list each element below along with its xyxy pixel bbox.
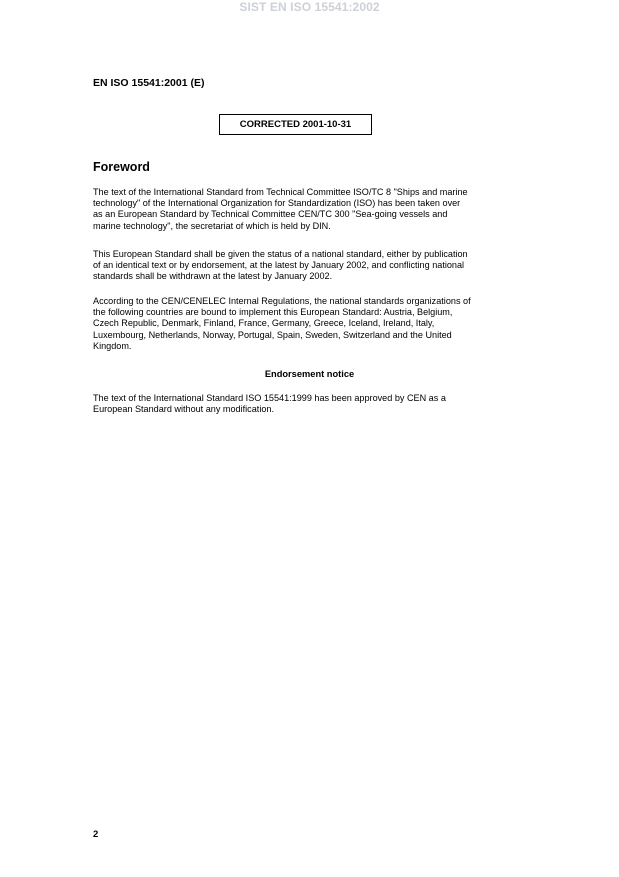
text-line: the following countries are bound to implement this European Standard: Austria, Belgium, [93, 307, 453, 318]
text-line: technology" of the International Organization for Standardization (ISO) has been taken over [93, 198, 461, 209]
foreword-paragraph-2 [93, 249, 533, 283]
corrected-stamp: CORRECTED 2001-10-31 [219, 114, 372, 135]
page-number: 2 [93, 829, 99, 840]
endorsement-heading: Endorsement notice [264, 369, 355, 379]
text-line: The text of the International Standard ISO 15541:1999 has been approved by CEN as a [93, 393, 446, 403]
text-line: Luxembourg, Netherlands, Norway, Portugal, Spain, Sweden, Switzerland and the United [93, 329, 452, 340]
text-line: According to the CEN/CENELEC Internal Regulations, the national standards organizations of [93, 296, 471, 306]
foreword-heading: Foreword [93, 160, 150, 174]
document-id: EN ISO 15541:2001 (E) [93, 77, 205, 89]
endorsement-paragraph [93, 393, 533, 415]
foreword-paragraph-3 [93, 296, 533, 352]
text-line: European Standard without any modification. [93, 404, 274, 415]
text-line: marine technology", the secretariat of which is held by DIN. [93, 220, 331, 231]
text-line: This European Standard shall be given the status of a national standard, either by publication [93, 249, 468, 259]
text-line: The text of the International Standard from Technical Committee ISO/TC 8 "Ships and marine [93, 187, 468, 197]
text-line: as an European Standard by Technical Committee CEN/TC 300 "Sea-going vessels and [93, 209, 448, 220]
text-line: Czech Republic, Denmark, Finland, France, Germany, Greece, Iceland, Ireland, Italy, [93, 318, 435, 329]
text-line: Kingdom. [93, 340, 132, 351]
foreword-paragraph-1 [93, 187, 533, 232]
text-line: standards shall be withdrawn at the latest by January 2002. [93, 271, 333, 282]
text-line: of an identical text or by endorsement, at the latest by January 2002, and conflicting national [93, 260, 465, 271]
watermark: SIST EN ISO 15541:2002 [239, 0, 380, 14]
